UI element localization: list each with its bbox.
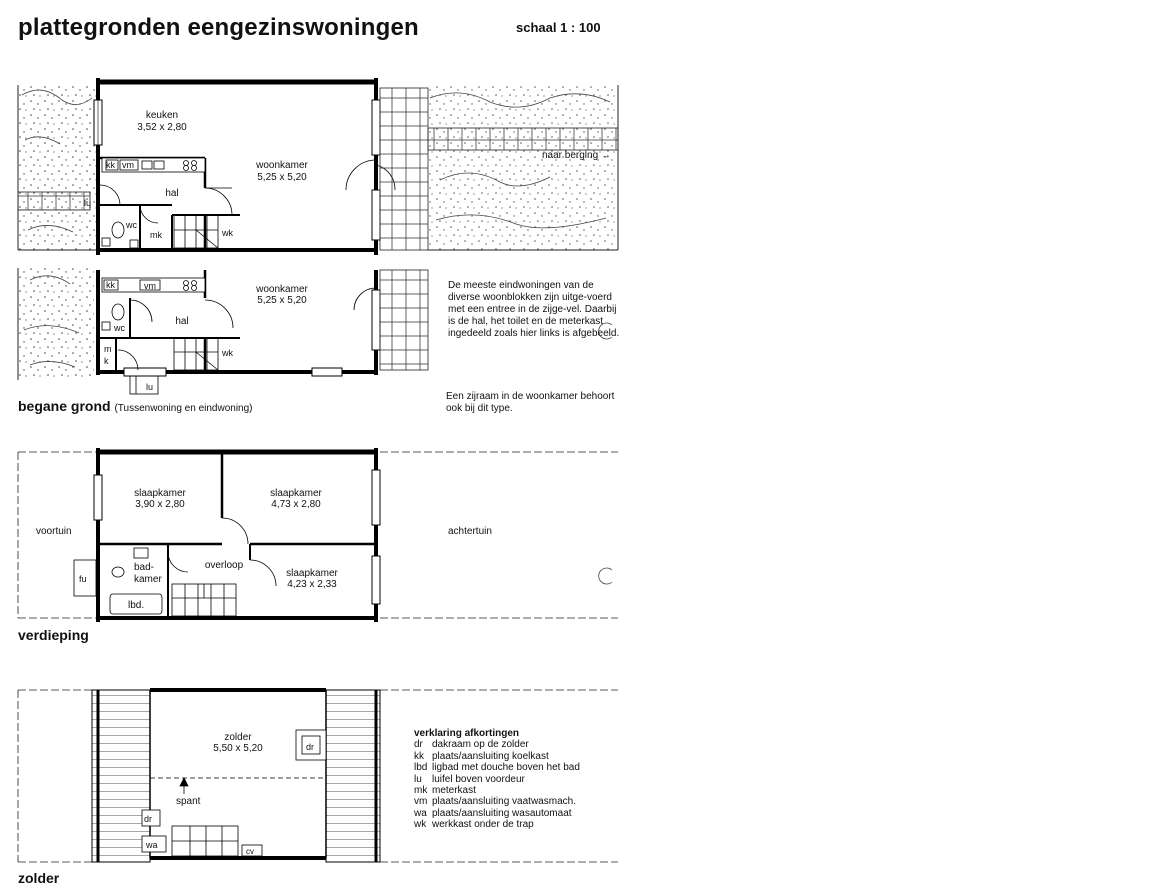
landing-label: overloop bbox=[204, 560, 244, 571]
page-title: plattegronden eengezinswoningen bbox=[18, 14, 419, 41]
stairs-first bbox=[172, 584, 236, 616]
legend-text: werkkast onder de trap bbox=[432, 819, 534, 831]
cv-label: cv bbox=[246, 847, 254, 856]
first-floor-plan bbox=[18, 448, 618, 622]
bed3-size-label: 4,23 x 2,33 bbox=[287, 579, 337, 590]
living-size-label: 5,25 x 5,20 bbox=[257, 172, 307, 183]
ground-floor-subtitle: (Tussenwoning en eindwoning) bbox=[114, 403, 253, 414]
bed1-size-label: 3,90 x 2,80 bbox=[135, 499, 185, 510]
legend-item bbox=[414, 739, 580, 750]
hall-label-2: hal bbox=[175, 316, 189, 327]
kitchen-counter bbox=[102, 158, 205, 172]
vm-label-2: vm bbox=[144, 281, 156, 291]
wc-label-2: wc bbox=[114, 323, 125, 333]
fu-label: fu bbox=[79, 574, 87, 584]
mk-k-label: k bbox=[104, 356, 109, 366]
marker-circle-2 bbox=[599, 568, 612, 584]
door-swings-first bbox=[168, 518, 276, 586]
ground-floor-top-plan bbox=[18, 78, 618, 255]
lu-label-2: lu bbox=[146, 382, 154, 392]
windows-bottom bbox=[124, 290, 380, 376]
attic-name-label: zolder bbox=[224, 732, 252, 743]
first-floor-label: verdieping bbox=[18, 627, 89, 643]
stairs-top bbox=[174, 215, 218, 248]
wc-label: wc bbox=[126, 220, 137, 230]
bath-label-2: kamer bbox=[134, 574, 162, 585]
mk-label: mk bbox=[150, 230, 162, 240]
attic-size-label: 5,50 x 5,20 bbox=[213, 743, 263, 754]
front-garden-shrubs bbox=[18, 85, 96, 250]
legend-code: wa bbox=[414, 807, 427, 819]
legend-text: dakraam op de zolder bbox=[432, 739, 529, 751]
canopy-bottom bbox=[130, 376, 158, 394]
front-garden-label: voortuin bbox=[36, 526, 72, 537]
legend-title: verklaring afkortingen bbox=[414, 728, 520, 739]
dr-label: dr bbox=[306, 742, 315, 752]
kk-label-2: kk bbox=[106, 280, 115, 290]
living-size-label-2: 5,25 x 5,20 bbox=[257, 295, 307, 306]
legend-item bbox=[414, 774, 580, 785]
side-window-note: Een zijraam in de woonkamer behoort ook bij dit type. bbox=[446, 391, 615, 414]
lbd-label: lbd. bbox=[128, 600, 145, 611]
legend-text: meterkast bbox=[432, 785, 476, 797]
kitchen-name-label: keuken bbox=[145, 110, 179, 121]
abbreviation-legend bbox=[414, 728, 580, 831]
legend-text: luifel boven voordeur bbox=[432, 773, 525, 785]
legend-code: mk bbox=[414, 785, 428, 797]
attic-floor-label: zolder bbox=[18, 870, 60, 886]
legend-text: plaats/aansluiting koelkast bbox=[432, 750, 549, 762]
living-name-label: woonkamer bbox=[256, 160, 308, 171]
kitchen-size-label: 3,52 x 2,80 bbox=[137, 122, 187, 133]
living-name-label-2: woonkamer bbox=[256, 284, 308, 295]
roof-slope-right bbox=[326, 690, 380, 862]
legend-text: plaats/aansluiting vaatwasmach. bbox=[432, 796, 576, 808]
kk-label: kk bbox=[106, 160, 115, 170]
bed3-name-label: slaapkamer bbox=[286, 568, 338, 579]
mk-m-label: m bbox=[104, 344, 112, 354]
ground-floor-title: begane grond bbox=[18, 398, 111, 414]
legend-item bbox=[414, 762, 580, 773]
vm-label: vm bbox=[122, 160, 134, 170]
hall-label: hal bbox=[165, 188, 179, 199]
legend-code: lbd bbox=[414, 762, 428, 774]
scale-label: schaal 1 : 100 bbox=[516, 20, 601, 35]
legend-item bbox=[414, 796, 580, 807]
legend-item bbox=[414, 785, 580, 796]
back-terrace bbox=[380, 85, 618, 250]
bed2-name-label: slaapkamer bbox=[270, 488, 322, 499]
front-garden-shrubs-2 bbox=[18, 268, 94, 380]
ground-floor-bottom-plan bbox=[18, 268, 428, 394]
legend-code: vm bbox=[414, 796, 428, 808]
spant-label: spant bbox=[176, 796, 201, 807]
legend-item bbox=[414, 819, 580, 830]
ground-floor-label bbox=[18, 398, 253, 414]
dr-label-2: dr bbox=[144, 814, 153, 824]
door-swings-bottom bbox=[118, 288, 376, 370]
legend-item bbox=[414, 751, 580, 762]
legend-text: ligbad met douche boven het bad bbox=[432, 762, 580, 774]
stairs-bottom bbox=[174, 338, 218, 370]
legend-code: lu bbox=[414, 773, 422, 785]
to-storage-label: naar berging → bbox=[542, 150, 611, 161]
wk-label: wk bbox=[222, 228, 233, 238]
legend-text: plaats/aansluiting wasautomaat bbox=[432, 807, 572, 819]
legend-code: kk bbox=[414, 750, 424, 762]
bed2-size-label: 4,73 x 2,80 bbox=[271, 499, 321, 510]
end-house-note: De meeste eindwoningen van de diverse woonblokken zijn uitge-voerd met een entree in de zijge-vel. Daarbij is de hal, het toilet en de meterkast ingedeeld zoals hier links is afgebeeld. bbox=[448, 280, 620, 339]
back-garden-label: achtertuin bbox=[448, 526, 492, 537]
bath-label-1: bad- bbox=[134, 562, 155, 573]
spant-arrow bbox=[180, 778, 188, 794]
back-terrace-2 bbox=[380, 270, 428, 370]
wk-label-2: wk bbox=[222, 348, 233, 358]
legend-item bbox=[414, 808, 580, 819]
lu-label: lu bbox=[84, 198, 92, 208]
bed1-name-label: slaapkamer bbox=[134, 488, 186, 499]
legend-code: dr bbox=[414, 739, 423, 751]
legend-code: wk bbox=[414, 819, 427, 831]
wa-label: wa bbox=[146, 840, 158, 850]
